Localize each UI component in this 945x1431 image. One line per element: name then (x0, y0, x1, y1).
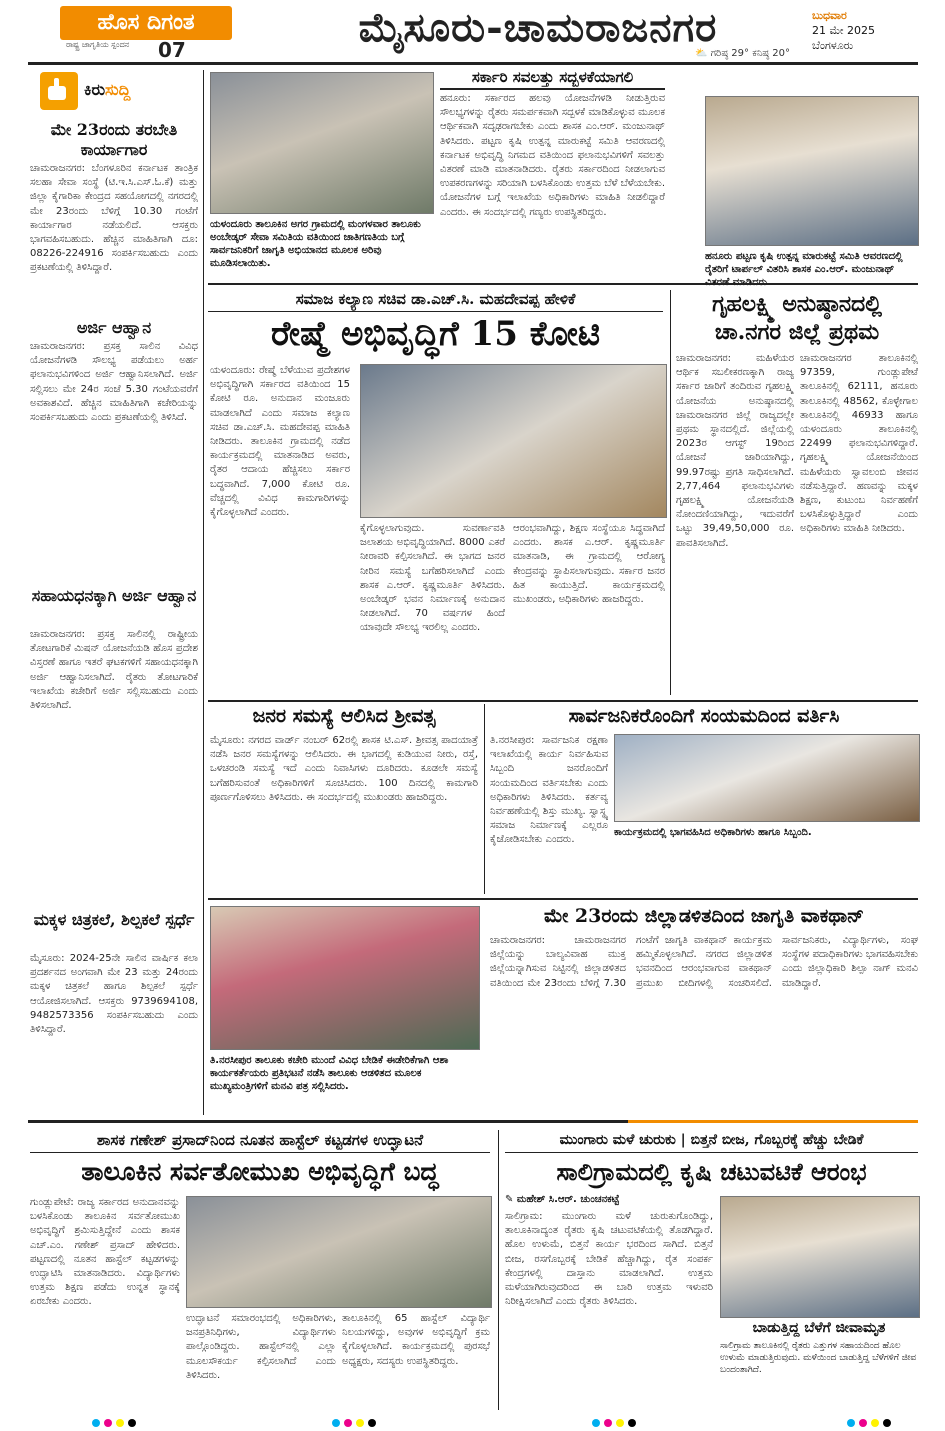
kicker-silk-development: ಸಮಾಜ ಕಲ್ಯಾಣ ಸಚಿವ ಡಾ.ಎಚ್.ಸಿ. ಮಹದೇವಪ್ಪ ಹೇಳಿಕೆ (208, 290, 663, 312)
headline-government-benefits: ಸರ್ಕಾರಿ ಸವಲತ್ತು ಸದ್ಬಳಕೆಯಾಗಲಿ (440, 68, 665, 90)
headline-srivatsa: ಜನರ ಸಮಸ್ಯೆ ಆಲಿಸಿದ ಶ್ರೀವತ್ಸ (252, 705, 436, 727)
photo-caption-caste-census: ಯಳಂದೂರು ತಾಲೂಕಿನ ಅಗರ ಗ್ರಾಮದಲ್ಲಿ ಮಂಗಳವಾರ ತಾಲೂಕು ಅಂಬೇಡ್ಕರ್ ಸೇವಾ ಸಮಿತಿಯ ವತಿಯಿಂದ ಜಾತಿಗಣತಿಯ ಬಗ್ಗೆ ಸಾರ್ವಜನಿಕರಿಗೆ ಜಾಗೃತಿ ಅಭಿಯಾನದ ಮೂಲಕ ಅರಿವು ಮೂಡಿಸಲಾಯಿತು. (210, 219, 421, 269)
photo-minister-event (360, 364, 667, 518)
yellow-dot-icon (871, 1419, 879, 1427)
body-gruhalakshmi-col1: ಚಾಮರಾಜನಗರ: ಮಹಿಳೆಯರ ಆರ್ಥಿಕ ಸಬಲೀಕರಣಕ್ಕಾಗಿ ರಾಜ್ಯ ಸರ್ಕಾರ ಜಾರಿಗೆ ತಂದಿರುವ ಗೃಹಲಕ್ಷ್ಮಿ ಯೋಜನೆಯ ಅನುಷ್ಠಾನದಲ್ಲಿ ಚಾಮರಾಜನಗರ ಜಿಲ್ಲೆ ರಾಜ್ಯದಲ್ಲೇ ಪ್ರಥಮ ಸ್ಥಾನದಲ್ಲಿದೆ. ಜಿಲ್ಲೆಯಲ್ಲಿ 2023ರ ಆಗಸ್ಟ್ 19ರಿಂದ ಯೋಜನೆ ಜಾರಿಯಾಗಿದ್ದು, 99.97ರಷ್ಟು ಪ್ರಗತಿ ಸಾಧಿಸಲಾಗಿದೆ. 2,77,464 ಫಲಾನುಭವಿಗಳು ಗೃಹಲಕ್ಷ್ಮಿ ಯೋಜನೆಯಡಿ ನೋಂದಣಿಯಾಗಿದ್ದು, ಇದುವರೆಗೆ ಒಟ್ಟು 39,49,50,000 ರೂ. ಪಾವತಿಸಲಾಗಿದೆ. (676, 353, 794, 549)
brief-body-art-contest: ಮೈಸೂರು: 2024-25ನೇ ಸಾಲಿನ ವಾರ್ಷಿಕ ಕಲಾ ಪ್ರದರ್ಶನದ ಅಂಗವಾಗಿ ಮೇ 23 ಮತ್ತು 24ರಂದು ಮಕ್ಕಳ ಚಿತ್ರಕಲೆ ಹಾಗೂ ಶಿಲ್ಪಕಲೆ ಸ್ಪರ್ಧೆ ಆಯೋಜಿಸಲಾಗಿದೆ. ಆಸಕ್ತರು 9739694108, 9482573356 ಸಂಪರ್ಕಿಸಬಹುದು ಎಂದು ತಿಳಿಸಿದ್ದಾರೆ. (30, 953, 198, 1036)
pen-icon: ✎ (505, 1194, 514, 1205)
magenta-dot-icon (104, 1419, 112, 1427)
column-divider (670, 290, 671, 695)
section-rule (208, 700, 918, 702)
body-hostel-col2: ಉದ್ಘಾಟನೆ ಸಮಾರಂಭದಲ್ಲಿ ಅಧಿಕಾರಿಗಳು, ಜನಪ್ರತಿನಿಧಿಗಳು, ವಿದ್ಯಾರ್ಥಿಗಳು ಪಾಲ್ಗೊಂಡಿದ್ದರು. ಹಾಸ್ಟೆಲ್‌ನಲ್ಲಿ ಎಲ್ಲಾ ಮೂಲಸೌಕರ್ಯ ಕಲ್ಪಿಸಲಾಗಿದೆ ಎಂದು ತಿಳಿಸಿದರು. (186, 1313, 336, 1381)
body-hostel-col1: ಗುಂಡ್ಲುಪೇಟೆ: ರಾಜ್ಯ ಸರ್ಕಾರದ ಅನುದಾನವನ್ನು ಬಳಸಿಕೊಂಡು ತಾಲೂಕಿನ ಸರ್ವತೋಮುಖ ಅಭಿವೃದ್ಧಿಗೆ ಶ್ರಮಿಸುತ್ತಿದ್ದೇನೆ ಎಂದು ಶಾಸಕ ಎಚ್.ಎಂ. ಗಣೇಶ್ ಪ್ರಸಾದ್ ಹೇಳಿದರು. ಪಟ್ಟಣದಲ್ಲಿ ನೂತನ ಹಾಸ್ಟೆಲ್ ಕಟ್ಟಡಗಳನ್ನು ಉದ್ಘಾಟಿಸಿ ಮಾತನಾಡಿದರು. ವಿದ್ಯಾರ್ಥಿಗಳು ಉತ್ತಮ ಶಿಕ್ಷಣ ಪಡೆದು ಉನ್ನತ ಸ್ಥಾನಕ್ಕೆ ಏರಬೇಕು ಎಂದರು. (30, 1197, 180, 1308)
photo-caption-agriculture: ಸಾಲಿಗ್ರಾಮ ತಾಲೂಕಿನಲ್ಲಿ ರೈತರು ಎತ್ತುಗಳ ಸಹಾಯದಿಂದ ಹೊಲ ಉಳುಮೆ ಮಾಡುತ್ತಿರುವುದು. ಮಳೆಯಿಂದ ಬಾಡುತ್ತಿದ್ದ ಬೆಳೆಗಳಿಗೆ ಜೀವ ಬಂದಂತಾಗಿದೆ. (720, 1341, 917, 1375)
brief-headline-workshop: ಮೇ 23ರಂದು ತರಬೇತಿ ಕಾರ್ಯಾಗಾರ (50, 120, 178, 159)
body-silk-col2: ಕೈಗೊಳ್ಳಲಾಗುವುದು. ಸುವರ್ಣಾವತಿ ಜಲಾಶಯ ಅಭಿವೃದ್ಧಿಯಾಗಿದೆ. 8000 ಎಕರೆ ನೀರಾವರಿ ಕಲ್ಪಿಸಲಾಗಿದೆ. ಈ ಭಾಗದ ಜನರ ನೀರಿನ ಸಮಸ್ಯೆ ಬಗೆಹರಿಸಲಾಗಿದೆ ಎಂದು ಶಾಸಕ ಎ.ಆರ್. ಕೃಷ್ಣಮೂರ್ತಿ ತಿಳಿಸಿದರು. ಅಂಬೇಡ್ಕರ್ ಭವನ ನಿರ್ಮಾಣಕ್ಕೆ ಅನುದಾನ ನೀಡಲಾಗಿದೆ. 70 ವರ್ಷಗಳ ಹಿಂದೆ ಯಾವುದೇ ಸೌಲಭ್ಯ ಇರಲಿಲ್ಲ ಎಂದರು. (360, 523, 505, 634)
headline-silk-development: ರೇಷ್ಮೆ ಅಭಿವೃದ್ಧಿಗೆ 15 ಕೋಟಿ (270, 314, 601, 354)
dateline-box (812, 8, 932, 53)
bottom-rule (28, 1120, 628, 1123)
black-dot-icon (628, 1419, 636, 1427)
weekday: ಬುಧವಾರ (812, 9, 847, 22)
body-walkathon: ಚಾಮರಾಜನಗರ: ಚಾಮರಾಜನಗರ ಜಿಲ್ಲೆಯನ್ನು ಬಾಲ್ಯವಿವಾಹ ಮುಕ್ತ ಜಿಲ್ಲೆಯನ್ನಾಗಿಸುವ ನಿಟ್ಟಿನಲ್ಲಿ ಜಿಲ್ಲಾಡಳಿತದ ವತಿಯಿಂದ ಮೇ 23ರಂದು ಬೆಳಿಗ್ಗೆ 7.30 ಗಂಟೆಗೆ ಜಾಗೃತಿ ವಾಕಥಾನ್ ಕಾರ್ಯಕ್ರಮ ಹಮ್ಮಿಕೊಳ್ಳಲಾಗಿದೆ. ನಗರದ ಜಿಲ್ಲಾಡಳಿತ ಭವನದಿಂದ ಆರಂಭವಾಗುವ ವಾಕಥಾನ್ ಪ್ರಮುಖ ಬೀದಿಗಳಲ್ಲಿ ಸಂಚರಿಸಲಿದೆ. ಸಾರ್ವಜನಿಕರು, ವಿದ್ಯಾರ್ಥಿಗಳು, ಸಂಘ ಸಂಸ್ಥೆಗಳ ಪದಾಧಿಕಾರಿಗಳು ಭಾಗವಹಿಸಬೇಕು ಎಂದು ಜಿಲ್ಲಾಧಿಕಾರಿ ಶಿಲ್ಪಾ ನಾಗ್ ಮನವಿ ಮಾಡಿದ್ದಾರೆ. (490, 935, 918, 989)
section-title: ಮೈಸೂರು-ಚಾಮರಾಜನಗರ (358, 4, 718, 51)
body-agriculture: ಸಾಲಿಗ್ರಾಮ: ಮುಂಗಾರು ಮಳೆ ಚುರುಕುಗೊಂಡಿದ್ದು, ತಾಲೂಕಿನಾದ್ಯಂತ ರೈತರು ಕೃಷಿ ಚಟುವಟಿಕೆಯಲ್ಲಿ ತೊಡಗಿದ್ದಾರೆ. ಹೊಲ ಉಳುಮೆ, ಬಿತ್ತನೆ ಕಾರ್ಯ ಭರದಿಂದ ಸಾಗಿದೆ. ಬಿತ್ತನೆ ಬೀಜ, ರಸಗೊಬ್ಬರಕ್ಕೆ ಬೇಡಿಕೆ ಹೆಚ್ಚಾಗಿದ್ದು, ರೈತ ಸಂಪರ್ಕ ಕೇಂದ್ರಗಳಲ್ಲಿ ದಾಸ್ತಾನು ಮಾಡಲಾಗಿದೆ. ಉತ್ತಮ ಮಳೆಯಾಗಿರುವುದರಿಂದ ಈ ಬಾರಿ ಉತ್ತಮ ಇಳುವರಿ ನಿರೀಕ್ಷಿಸಲಾಗಿದೆ ಎಂದು ರೈತರು ತಿಳಿಸಿದರು. (505, 1211, 713, 1308)
photo-caption-asha-protest: ತಿ.ನರಸೀಪುರ ತಾಲೂಕು ಕಚೇರಿ ಮುಂದೆ ವಿವಿಧ ಬೇಡಿಕೆ ಈಡೇರಿಕೆಗಾಗಿ ಆಶಾ ಕಾರ್ಯಕರ್ತೆಯರು ಪ್ರತಿಭಟನೆ ನಡೆಸಿ ತಾಲೂಕು ಆಡಳಿತದ ಮೂಲಕ ಮುಖ್ಯಮಂತ್ರಿಗಳಿಗೆ ಮನವಿ ಪತ್ರ ಸಲ್ಲಿಸಿದರು. (210, 1055, 449, 1092)
magenta-dot-icon (859, 1419, 867, 1427)
edition-place: ಬೆಂಗಳೂರು (812, 39, 854, 52)
kicker-hostel: ಶಾಸಕ ಗಣೇಶ್ ಪ್ರಸಾದ್‌ನಿಂದ ನೂತನ ಹಾಸ್ಟೆಲ್ ಕಟ್ಟಡಗಳ ಉದ್ಘಾಟನೆ (30, 1130, 490, 1153)
weather-readout: ⛅ ಗರಿಷ್ಠ 29° ಕನಿಷ್ಠ 20° (695, 48, 790, 59)
section-rule (208, 283, 918, 285)
body-government-benefits: ಹನೂರು: ಸರ್ಕಾರದ ಹಲವು ಯೋಜನೆಗಳಡಿ ನೀಡುತ್ತಿರುವ ಸೌಲಭ್ಯಗಳನ್ನು ರೈತರು ಸಮರ್ಪಕವಾಗಿ ಸದ್ಬಳಕೆ ಮಾಡಿಕೊಳ್ಳುವ ಮೂಲಕ ಆರ್ಥಿಕವಾಗಿ ಸದೃಢರಾಗಬೇಕು ಎಂದು ಶಾಸಕ ಎಂ.ಆರ್. ಮಂಜುನಾಥ್ ತಿಳಿಸಿದರು. ಪಟ್ಟಣ ಕೃಷಿ ಉತ್ಪನ್ನ ಮಾರುಕಟ್ಟೆ ಸಮಿತಿ ಆವರಣದಲ್ಲಿ ಕರ್ನಾಟಕ ಅಭಿವೃದ್ಧಿ ನಿಗಮದ ವತಿಯಿಂದ ಫಲಾನುಭವಿಗಳಿಗೆ ಸವಲತ್ತು ವಿತರಣೆ ಮಾಡಿ ಮಾತನಾಡಿದರು. ರೈತರು ಸರ್ಕಾರದಿಂದ ನೀಡಲಾಗುವ ಉಪಕರಣಗಳನ್ನು ಸರಿಯಾಗಿ ಬಳಸಿಕೊಂಡು ಉತ್ತಮ ಬೆಳೆ ಬೆಳೆಯಬೇಕು. ಯೋಜನೆಗಳ ಬಗ್ಗೆ ಇಲಾಖೆಯ ಅಧಿಕಾರಿಗಳು ಮಾಹಿತಿ ನೀಡಲಿದ್ದಾರೆ ಎಂದರು. ಈ ಸಂದರ್ಭದಲ್ಲಿ ಗಣ್ಯರು ಉಪಸ್ಥಿತರಿದ್ದರು. (440, 93, 665, 218)
kicker-agriculture: ಮುಂಗಾರು ಮಳೆ ಚುರುಕು | ಬಿತ್ತನೆ ಬೀಜ, ಗೊಬ್ಬರಕ್ಕೆ ಹೆಚ್ಚು ಬೇಡಿಕೆ (505, 1130, 918, 1153)
magenta-dot-icon (344, 1419, 352, 1427)
registration-marks (845, 1412, 893, 1431)
body-silk-col1: ಯಳಂದೂರು: ರೇಷ್ಮೆ ಬೆಳೆಯುವ ಪ್ರದೇಶಗಳ ಅಭಿವೃದ್ಧಿಗಾಗಿ ಸರ್ಕಾರದ ವತಿಯಿಂದ 15 ಕೋಟಿ ರೂ. ಅನುದಾನ ಮಂಜೂರು ಮಾಡಲಾಗಿದೆ ಎಂದು ಸಮಾಜ ಕಲ್ಯಾಣ ಸಚಿವ ಡಾ.ಎಚ್.ಸಿ. ಮಹದೇವಪ್ಪ ಮಾಹಿತಿ ನೀಡಿದರು. ತಾಲೂಕಿನ ಗ್ರಾಮದಲ್ಲಿ ನಡೆದ ಕಾರ್ಯಕ್ರಮದಲ್ಲಿ ಮಾತನಾಡಿದ ಅವರು, ರೈತರ ಆದಾಯ ಹೆಚ್ಚಿಸಲು ಸರ್ಕಾರ ಬದ್ಧವಾಗಿದೆ. 7,000 ಕೋಟಿ ರೂ. ವೆಚ್ಚದಲ್ಲಿ ವಿವಿಧ ಕಾಮಗಾರಿಗಳನ್ನು ಕೈಗೊಳ್ಳಲಾಗಿದೆ ಎಂದರು. (210, 365, 350, 519)
registration-marks (90, 1412, 138, 1431)
photo-caption-police: ಕಾರ್ಯಕ್ರಮದಲ್ಲಿ ಭಾಗವಹಿಸಿದ ಅಧಿಕಾರಿಗಳು ಹಾಗೂ ಸಿಬ್ಬಂದಿ. (614, 827, 812, 838)
body-srivatsa: ಮೈಸೂರು: ನಗರದ ವಾರ್ಡ್ ನಂಬರ್ 62ರಲ್ಲಿ ಶಾಸಕ ಟಿ.ಎಸ್. ಶ್ರೀವತ್ಸ ಪಾದಯಾತ್ರೆ ನಡೆಸಿ ಜನರ ಸಮಸ್ಯೆಗಳನ್ನು ಆಲಿಸಿದರು. ಈ ಭಾಗದಲ್ಲಿ ಕುಡಿಯುವ ನೀರು, ರಸ್ತೆ, ಒಳಚರಂಡಿ ಸಮಸ್ಯೆ ಇದೆ ಎಂದು ನಿವಾಸಿಗಳು ದೂರಿದರು. ಕೂಡಲೇ ಸಮಸ್ಯೆ ಬಗೆಹರಿಸುವಂತೆ ಅಧಿಕಾರಿಗಳಿಗೆ ಸೂಚಿಸಿದರು. 100 ದಿನದಲ್ಲಿ ಕಾಮಗಾರಿ ಪೂರ್ಣಗೊಳಿಸಲು ತಿಳಿಸಿದರು. ಈ ಸಂದರ್ಭದಲ್ಲಿ ಮುಖಂಡರು ಹಾಜರಿದ್ದರು. (210, 735, 478, 803)
photo-caste-census-awareness (210, 72, 434, 214)
yellow-dot-icon (116, 1419, 124, 1427)
headline-walkathon: ಮೇ 23ರಂದು ಜಿಲ್ಲಾಡಳಿತದಿಂದ ಜಾಗೃತಿ ವಾಕಥಾನ್ (544, 905, 864, 927)
registration-marks (330, 1412, 378, 1431)
column-divider (203, 70, 204, 1115)
registration-marks (590, 1412, 638, 1431)
cyan-dot-icon (592, 1419, 600, 1427)
photo-asha-workers-protest (210, 906, 480, 1050)
masthead (0, 0, 945, 62)
hand-pointer-icon (40, 72, 78, 110)
sun-cloud-icon: ⛅ (695, 48, 708, 59)
brief-headline-art-contest: ಮಕ್ಕಳ ಚಿತ್ರಕಲೆ, ಶಿಲ್ಪಕಲೆ ಸ್ಪರ್ಧೆ (33, 910, 195, 929)
photo-hostel-inauguration (186, 1196, 492, 1308)
photo-caption-tarpaulin: ಹನೂರು ಪಟ್ಟಣ ಕೃಷಿ ಉತ್ಪನ್ನ ಮಾರುಕಟ್ಟೆ ಸಮಿತಿ ಆವರಣದಲ್ಲಿ ರೈತರಿಗೆ ಟಾರ್ಪಲ್ ವಿತರಿಸಿ ಶಾಸಕ ಎಂ.ಆರ್. ಮಂಜುನಾಥ್ (705, 251, 903, 275)
photo-police-staff (614, 734, 920, 822)
photo-tarpaulin-distribution (705, 96, 919, 246)
logo-tagline: ರಾಷ್ಟ್ರ ಜಾಗೃತಿಯ ಸ್ಪಂದನ (66, 40, 130, 49)
body-gruhalakshmi-col2: ಚಾಮರಾಜನಗರ ತಾಲೂಕಿನಲ್ಲಿ 97359, ಗುಂಡ್ಲುಪೇಟೆ ತಾಲೂಕಿನಲ್ಲಿ 62111, ಹನೂರು ತಾಲೂಕಿನಲ್ಲಿ 48562, ಕೊಳ್ಳೇಗಾಲ ತಾಲೂಕಿನಲ್ಲಿ 46933 ಹಾಗೂ ಯಳಂದೂರು ತಾಲೂಕಿನಲ್ಲಿ 22499 ಫಲಾನುಭವಿಗಳಿದ್ದಾರೆ. ಗೃಹಲಕ್ಷ್ಮಿ ಯೋಜನೆಯಿಂದ ಮಹಿಳೆಯರು ಸ್ವಾವಲಂಬಿ ಜೀವನ ನಡೆಸುತ್ತಿದ್ದಾರೆ. ಹಣವನ್ನು ಮಕ್ಕಳ ಶಿಕ್ಷಣ, ಕುಟುಂಬ ನಿರ್ವಹಣೆಗೆ ಬಳಸಿಕೊಳ್ಳುತ್ತಿದ್ದಾರೆ ಎಂದು ಅಧಿಕಾರಿಗಳು ಮಾಹಿತಿ ನೀಡಿದರು. (800, 353, 918, 535)
brief-body-applications: ಚಾಮರಾಜನಗರ: ಪ್ರಸಕ್ತ ಸಾಲಿನ ವಿವಿಧ ಯೋಜನೆಗಳಡಿ ಸೌಲಭ್ಯ ಪಡೆಯಲು ಅರ್ಹ ಫಲಾನುಭವಿಗಳಿಂದ ಅರ್ಜಿ ಆಹ್ವಾನಿಸಲಾಗಿದೆ. ಅರ್ಜಿ ಸಲ್ಲಿಸಲು ಮೇ 24ರ ಸಂಜೆ 5.30 ಗಂಟೆಯವರೆಗೆ ಅವಕಾಶವಿದೆ. ಹೆಚ್ಚಿನ ಮಾಹಿತಿಗಾಗಿ ಕಚೇರಿಯನ್ನು ಸಂಪರ್ಕಿಸಬಹುದು ಎಂದು ಪ್ರಕಟಣೆಯಲ್ಲಿ ತಿಳಿಸಿದೆ. (30, 341, 198, 424)
body-hostel-col3: ತಾಲೂಕಿನಲ್ಲಿ 65 ಹಾಸ್ಟೆಲ್ ವಿದ್ಯಾರ್ಥಿ ನಿಲಯಗಳಿದ್ದು, ಅವುಗಳ ಅಭಿವೃದ್ಧಿಗೆ ಕ್ರಮ ಕೈಗೊಳ್ಳಲಾಗಿದೆ. ಕಾರ್ಯಕ್ರಮದಲ್ಲಿ ಪುರಸಭೆ ಅಧ್ಯಕ್ಷರು, ಸದಸ್ಯರು ಉಪಸ್ಥಿತರಿದ್ದರು. (342, 1313, 490, 1367)
black-dot-icon (368, 1419, 376, 1427)
column-divider (498, 1130, 499, 1410)
headline-agriculture: ಸಾಲಿಗ್ರಾಮದಲ್ಲಿ ಕೃಷಿ ಚಟುವಟಿಕೆ ಆರಂಭ (556, 1157, 867, 1186)
headline-samyama: ಸಾರ್ವಜನಿಕರೊಂದಿಗೆ ಸಂಯಮದಿಂದ ವರ್ತಿಸಿ (568, 705, 840, 727)
black-dot-icon (128, 1419, 136, 1427)
brief-body-workshop: ಚಾಮರಾಜನಗರ: ಬೆಂಗಳೂರಿನ ಕರ್ನಾಟಕ ತಾಂತ್ರಿಕ ಸಲಹಾ ಸೇವಾ ಸಂಸ್ಥೆ (ಟಿ.ಇ.ಸಿ.ಎಸ್.ಓ.ಕೆ) ಮತ್ತು ಜಿಲ್ಲಾ ಕೈಗಾರಿಕಾ ಕೇಂದ್ರದ ಸಹಯೋಗದಲ್ಲಿ ನಗರದಲ್ಲಿ ಮೇ 23ರಂದು ಬೆಳಿಗ್ಗೆ 10.30 ಗಂಟೆಗೆ ಕಾರ್ಯಾಗಾರ ನಡೆಯಲಿದೆ. ಆಸಕ್ತರು ಭಾಗವಹಿಸಬಹುದು. ಹೆಚ್ಚಿನ ಮಾಹಿತಿಗಾಗಿ ದೂ: 08226-224916 ಸಂಪರ್ಕಿಸಬಹುದು ಎಂದು ಪ್ರಕಟಣೆಯಲ್ಲಿ ತಿಳಿಸಿದ್ದಾರೆ. (30, 163, 198, 274)
black-dot-icon (883, 1419, 891, 1427)
bottom-rule-accent (628, 1120, 918, 1123)
page-number: 07 (158, 38, 186, 62)
magenta-dot-icon (604, 1419, 612, 1427)
yellow-dot-icon (616, 1419, 624, 1427)
cyan-dot-icon (92, 1419, 100, 1427)
byline: ✎ ಮಹೇಶ್ ಸಿ.ಆರ್. ಚುಂಚನಕಟ್ಟೆ (505, 1194, 620, 1205)
photo-bullock-ploughing (720, 1196, 920, 1318)
brief-headline-applications: ಅರ್ಜಿ ಆಹ್ವಾನ (76, 318, 152, 337)
caption-title-agriculture: ಬಾಡುತ್ತಿದ್ದ ಬೆಳೆಗೆ ಜೀವಾಮೃತ (752, 1320, 886, 1336)
headline-hostel: ತಾಲೂಕಿನ ಸರ್ವತೋಮುಖ ಅಭಿವೃದ್ಧಿಗೆ ಬದ್ಧ (81, 1157, 439, 1186)
column-divider (484, 704, 485, 894)
masthead-rule (28, 62, 918, 65)
headline-gruhalakshmi: ಗೃಹಲಕ್ಷ್ಮಿ ಅನುಷ್ಠಾನದಲ್ಲಿ ಚಾ.ನಗರ ಜಿಲ್ಲೆ ಪ್ರಥಮ (712, 291, 882, 345)
kirusuddi-label: ಕಿರುಸುದ್ದಿ (84, 80, 131, 99)
yellow-dot-icon (356, 1419, 364, 1427)
newspaper-logo: ಹೊಸ ದಿಗಂತ (60, 6, 232, 40)
brief-headline-subsidy: ಸಹಾಯಧನಕ್ಕಾಗಿ ಅರ್ಜಿ ಆಹ್ವಾನ (31, 586, 197, 605)
section-rule (208, 898, 918, 900)
body-samyama: ತಿ.ನರಸೀಪುರ: ಸಾರ್ವಜನಿಕ ರಕ್ಷಣಾ ಇಲಾಖೆಯಲ್ಲಿ ಕಾರ್ಯ ನಿರ್ವಹಿಸುವ ಸಿಬ್ಬಂದಿ ಜನರೊಂದಿಗೆ ಸಂಯಮದಿಂದ ವರ್ತಿಸಬೇಕು ಎಂದು ಅಧಿಕಾರಿಗಳು ತಿಳಿಸಿದರು. ಕರ್ತವ್ಯ ನಿರ್ವಹಣೆಯಲ್ಲಿ ಶಿಸ್ತು ಮುಖ್ಯ. ಸ್ವಾಸ್ಥ್ಯ ಸಮಾಜ ನಿರ್ಮಾಣಕ್ಕೆ ಎಲ್ಲರೂ ಕೈಜೋಡಿಸಬೇಕು ಎಂದರು. (490, 735, 608, 846)
cyan-dot-icon (847, 1419, 855, 1427)
body-silk-col3: ಆರಂಭವಾಗಿದ್ದು, ಶಿಕ್ಷಣ ಸಂಸ್ಥೆಯೂ ಸಿದ್ಧವಾಗಿದೆ ಎಂದರು. ಶಾಸಕ ಎ.ಆರ್. ಕೃಷ್ಣಮೂರ್ತಿ ಮಾತನಾಡಿ, ಈ ಗ್ರಾಮದಲ್ಲಿ ಆರೋಗ್ಯ ಕೇಂದ್ರವನ್ನು ಸ್ಥಾಪಿಸಲಾಗುವುದು. ಸರ್ಕಾರ ಜನರ ಹಿತ ಕಾಯುತ್ತಿದೆ. ಕಾರ್ಯಕ್ರಮದಲ್ಲಿ ಮುಖಂಡರು, ಅಧಿಕಾರಿಗಳು ಹಾಜರಿದ್ದರು. (513, 523, 665, 606)
cyan-dot-icon (332, 1419, 340, 1427)
brief-body-subsidy: ಚಾಮರಾಜನಗರ: ಪ್ರಸಕ್ತ ಸಾಲಿನಲ್ಲಿ ರಾಷ್ಟ್ರೀಯ ತೋಟಗಾರಿಕೆ ಮಿಷನ್ ಯೋಜನೆಯಡಿ ಹೊಸ ಪ್ರದೇಶ ವಿಸ್ತರಣೆ ಹಾಗೂ ಇತರೆ ಘಟಕಗಳಿಗೆ ಸಹಾಯಧನಕ್ಕಾಗಿ ಅರ್ಜಿ ಆಹ್ವಾನಿಸಲಾಗಿದೆ. ರೈತರು ತೋಟಗಾರಿಕೆ ಇಲಾಖೆಯ ಕಚೇರಿಗೆ ಅರ್ಜಿ ಸಲ್ಲಿಸಬಹುದು ಎಂದು ತಿಳಿಸಲಾಗಿದೆ. (30, 629, 198, 712)
date: 21 ಮೇ 2025 (812, 24, 876, 37)
